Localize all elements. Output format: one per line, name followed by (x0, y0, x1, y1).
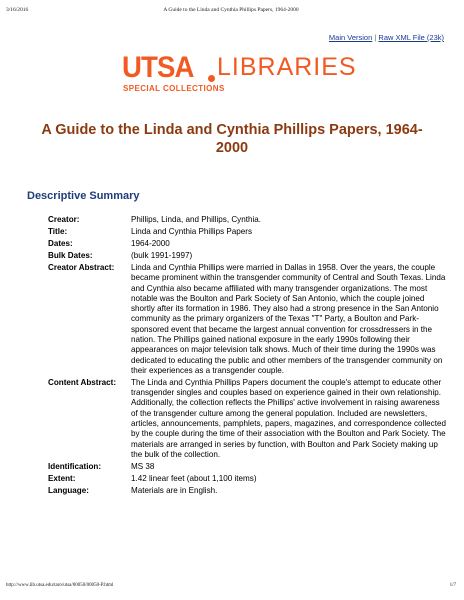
print-header (6, 7, 456, 16)
summary-value: Linda and Cynthia Phillips Papers (131, 226, 253, 236)
summary-value: Materials are in English. (131, 485, 218, 495)
main-version-link[interactable]: Main Version (328, 33, 373, 42)
summary-row-identification (48, 462, 448, 472)
logo-libraries: LIBRARIES (217, 53, 357, 81)
descriptive-summary-table (48, 215, 448, 498)
print-page-title: A Guide to the Linda and Cynthia Phillips Papers, 1964-2000 (163, 7, 299, 13)
print-footer (6, 583, 456, 592)
summary-label: Creator: (48, 215, 80, 224)
print-url: http://www.lib.utsa.edu/taro/utsa/00050/00050-P.html (6, 583, 114, 588)
raw-xml-link[interactable]: Raw XML File (23k) (378, 33, 444, 42)
summary-label: Dates: (48, 238, 73, 248)
summary-row-creator-abstract (48, 263, 448, 376)
logo-dot-icon (208, 75, 215, 82)
summary-row-bulk-dates (48, 251, 448, 261)
summary-label: Bulk Dates: (48, 250, 93, 260)
summary-value: Linda and Cynthia Phillips were married in Dallas in 1958. Over the years, the couple became prominent within the transgender community of Central and South Texas. Linda and Cynthia also became affiliated with many transgender organizations. The most notable was the Boulton and Park Society of San Antonio, which the couple joined shortly after its formation in 1986. They also had a strong presence in the San Antonio community as the primary organizers of the Texas "T" Party, a Boulton and Park-sponsored event that became the largest annual convention for crossdressers in the nation. The Phillips gained national exposure in the early 1990s following their appearances on major television talk shows. Much of their time during the 1990s was dedicated to educating the public and other members of the transgender community on their experiences as a transgender couple. (131, 262, 446, 375)
summary-value: Phillips, Linda, and Phillips, Cynthia. (131, 215, 262, 224)
summary-label: Title: (48, 226, 68, 236)
summary-row-title (48, 227, 448, 237)
link-separator: | (374, 33, 377, 42)
summary-label: Creator Abstract: (48, 262, 115, 272)
print-date: 3/16/2016 (6, 7, 29, 13)
summary-value: (bulk 1991-1997) (131, 250, 193, 260)
summary-label: Language: (48, 485, 89, 495)
print-page-number: 1/7 (449, 583, 456, 588)
summary-value: 1964-2000 (131, 238, 170, 248)
top-links (329, 33, 444, 42)
summary-value: 1.42 linear feet (about 1,100 items) (131, 473, 257, 483)
summary-label: Identification: (48, 461, 102, 471)
page-title: A Guide to the Linda and Cynthia Phillips Papers, 1964-2000 (41, 122, 423, 156)
summary-row-content-abstract (48, 378, 448, 460)
summary-row-dates (48, 239, 448, 249)
logo-utsa: UTSA (122, 51, 194, 84)
summary-row-extent (48, 474, 448, 484)
utsa-libraries-logo (122, 51, 357, 95)
summary-label: Content Abstract: (48, 377, 117, 387)
summary-value: The Linda and Cynthia Phillips Papers document the couple's attempt to educate other transgender singles and couples based on experience gained in their own relationship. Additionally, the collection reflects the Phillips' active involvement in raising awareness of the transgender culture among the general population. Included are newsletters, articles, announcements, pamphlets, papers, magazines, and correspondence collected by the couple during the time of their association with the Boulton and Park Society. The materials are arranged in series by function, with Boulton and Park Society making up the bulk of the collection. (131, 377, 446, 459)
summary-row-language (48, 486, 448, 496)
summary-row-creator (48, 215, 448, 225)
summary-label: Extent: (48, 473, 76, 483)
summary-value: MS 38 (131, 461, 155, 471)
descriptive-summary-heading: Descriptive Summary (27, 190, 140, 202)
logo-special-collections: SPECIAL COLLECTIONS (123, 84, 225, 93)
